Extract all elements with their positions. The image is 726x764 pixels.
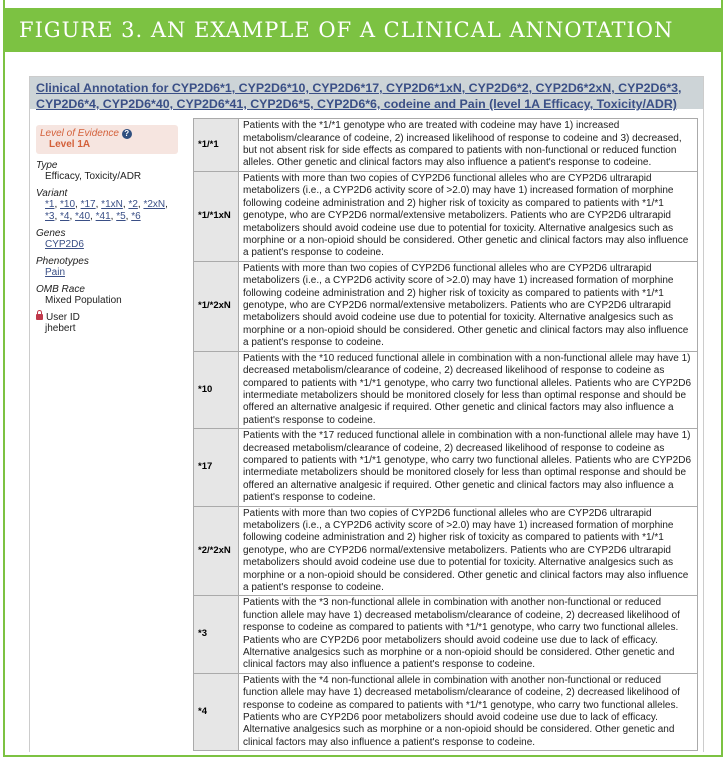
annotation-text-cell: Patients with more than two copies of CYP2D6 functional alleles who are CYP2D6 ultrarapid metabolizers (i.e., a CYP2D6 activity score of >2.0) may have 1) increased formation of morphine following codeine administration and 2) higher risk of toxicity as compared to patients with *1/*1 genotype, who are CYP2D6 normal/extensive metabolizers. Patients who are CYP2D6 ultrarapid metabolizers should avoid codeine use due to potential for toxicity. Alternative analgesics such as morphine or a non-opioid should be considered. Other genetic and clinical factors may also influence a patient's response to codeine. — [239, 261, 698, 351]
variant-link[interactable]: *17 — [80, 199, 96, 210]
type-value: Efficacy, Toxicity/ADR — [45, 171, 142, 182]
race-value: Mixed Population — [45, 295, 122, 306]
genotype-cell: *3 — [194, 596, 239, 673]
table-row — [194, 172, 698, 262]
variant-label: Variant — [36, 188, 68, 199]
annotation-text-cell: Patients with more than two copies of CYP2D6 functional alleles who are CYP2D6 ultrarapid metabolizers (i.e., a CYP2D6 activity score of >2.0) may have 1) increased formation of morphine following codeine administration and 2) higher risk of toxicity as compared to patients with *1/*1 genotype, who are CYP2D6 normal/extensive metabolizers. Patients who are CYP2D6 ultrarapid metabolizers should avoid codeine use due to potential for toxicity. Alternative analgesics such as morphine or a non-opioid should be considered. Other genetic and clinical factors may also influence a patient's response to codeine. — [239, 172, 698, 262]
genotype-cell: *1/*1xN — [194, 172, 239, 262]
table-row — [194, 596, 698, 673]
table-row — [194, 429, 698, 506]
variant-link[interactable]: *41 — [95, 211, 111, 222]
annotation-text-cell: Patients with the *3 non-functional allele in combination with another non-functional or reduced function allele may have 1) decreased metabolism/clearance of codeine, 2) decreased likelihood of response to codeine as compared to patients with *1/*1 genotype, who carry two functional alleles. Patients who are CYP2D6 poor metabolizers should avoid codeine use due to lack of efficacy. Alternative analgesics such as morphine or a non-opioid should be considered. Other genetic and clinical factors may also influence a patient's response to codeine. — [239, 596, 698, 673]
genotype-cell: *1/*2xN — [194, 261, 239, 351]
genotype-table — [193, 118, 698, 751]
user-id-value: jhebert — [45, 323, 76, 334]
level-label: Level of Evidence — [40, 128, 119, 139]
annotation-sidebar — [36, 125, 178, 335]
phenotypes-label: Phenotypes — [36, 256, 89, 267]
annotation-text-cell: Patients with the *4 non-functional allele in combination with another non-functional or reduced function allele may have 1) decreased metabolism/clearance of codeine, 2) decreased likelihood of response to codeine as compared to patients with *1/*1 genotype, who carry two functional alleles. Patients who are CYP2D6 poor metabolizers should avoid codeine use due to lack of efficacy. Alternative analgesics such as morphine or a non-opioid should be considered. Other genetic and clinical factors may also influence a patient's response to codeine. — [239, 673, 698, 750]
genotype-cell: *17 — [194, 429, 239, 506]
variant-link[interactable]: *1 — [45, 199, 55, 210]
variant-link[interactable]: *6 — [131, 211, 141, 222]
help-icon[interactable]: ? — [122, 129, 132, 139]
variant-link[interactable]: *10 — [60, 199, 76, 210]
genotype-cell: *10 — [194, 351, 239, 428]
variant-list: *1, *10, *17, *1xN, *2, *2xN, *3, *4, *40, *41, *5, *6 — [45, 199, 168, 222]
lock-icon — [36, 314, 43, 320]
variant-link[interactable]: *2xN — [143, 199, 166, 210]
annotation-text-cell: Patients with more than two copies of CYP2D6 functional alleles who are CYP2D6 ultrarapid metabolizers (i.e., a CYP2D6 activity score of >2.0) may have 1) increased formation of morphine following codeine administration and 2) higher risk of toxicity as compared to patients with *1/*1 genotype, who are CYP2D6 normal/extensive metabolizers. Patients who are CYP2D6 ultrarapid metabolizers should avoid codeine use due to potential for toxicity. Alternative analgesics such as morphine or a non-opioid should be considered. Other genetic and clinical factors may also influence a patient's response to codeine. — [239, 506, 698, 596]
genotype-cell: *2/*2xN — [194, 506, 239, 596]
annotation-panel — [15, 62, 715, 752]
annotation-text-cell: Patients with the *10 reduced functional allele in combination with a non-functional allele may have 1) decreased metabolism/clearance of codeine, 2) decreased likelihood of response to codeine as compared to patients with *1/*1 genotype, who carry two functional alleles. Patients who are CYP2D6 intermediate metabolizers should be monitored closely for less than optimal response and should be offered an alternative analgesic if required. Other genetic and clinical factors may also influence a patient's response to codeine. — [239, 351, 698, 428]
annotation-text-cell: Patients with the *17 reduced functional allele in combination with a non-functional allele may have 1) decreased metabolism/clearance of codeine, 2) decreased likelihood of response to codeine as compared to patients with *1/*1 genotype, who carry two functional alleles. Patients who are CYP2D6 intermediate metabolizers should be monitored closely for less than optimal response and should be offered an alternative analgesic if required. Other genetic and clinical factors may also influence a patient's response to codeine. — [239, 429, 698, 506]
variant-link[interactable]: *3 — [45, 211, 55, 222]
table-row — [194, 673, 698, 750]
variant-link[interactable]: *40 — [75, 211, 91, 222]
variant-link[interactable]: *1xN — [101, 199, 123, 210]
user-id-label: User ID — [46, 312, 80, 323]
race-label: OMB Race — [36, 284, 85, 295]
gene-link[interactable]: CYP2D6 — [45, 239, 84, 250]
variant-link[interactable]: *2 — [128, 199, 138, 210]
annotation-card — [29, 76, 704, 752]
level-of-evidence — [36, 125, 178, 154]
phenotype-link[interactable]: Pain — [45, 267, 66, 278]
annotation-heading-link[interactable]: Clinical Annotation for CYP2D6*1, CYP2D6*10, CYP2D6*17, CYP2D6*1xN, CYP2D6*2, CYP2D6*2xN, CYP2D6*3, CYP2D6*4, CYP2D6*40, CYP2D6*41, CYP2D6*5, CYP2D6*6, codeine and Pain (level 1A Efficacy, Toxicity/ADR) — [36, 81, 682, 111]
table-row — [194, 261, 698, 351]
annotation-heading — [30, 77, 703, 109]
type-label: Type — [36, 160, 58, 171]
table-row — [194, 351, 698, 428]
table-row — [194, 119, 698, 172]
variant-link[interactable]: *5 — [116, 211, 126, 222]
level-value: Level 1A — [49, 139, 91, 150]
table-row — [194, 506, 698, 596]
figure-title: FIGURE 3. AN EXAMPLE OF A CLINICAL ANNOTATION — [3, 8, 723, 52]
genotype-cell: *4 — [194, 673, 239, 750]
annotation-text-cell: Patients with the *1/*1 genotype who are treated with codeine may have 1) increased metabolism/clearance of codeine, 2) increased likelihood of response to codeine and 3) decreased, but not absent risk for side effects as compared to patients with non-functional or reduced function alleles. Other genetic and clinical factors may also influence a patient's response to codeine. — [239, 119, 698, 172]
genes-label: Genes — [36, 228, 66, 239]
genotype-cell: *1/*1 — [194, 119, 239, 172]
variant-link[interactable]: *4 — [60, 211, 70, 222]
